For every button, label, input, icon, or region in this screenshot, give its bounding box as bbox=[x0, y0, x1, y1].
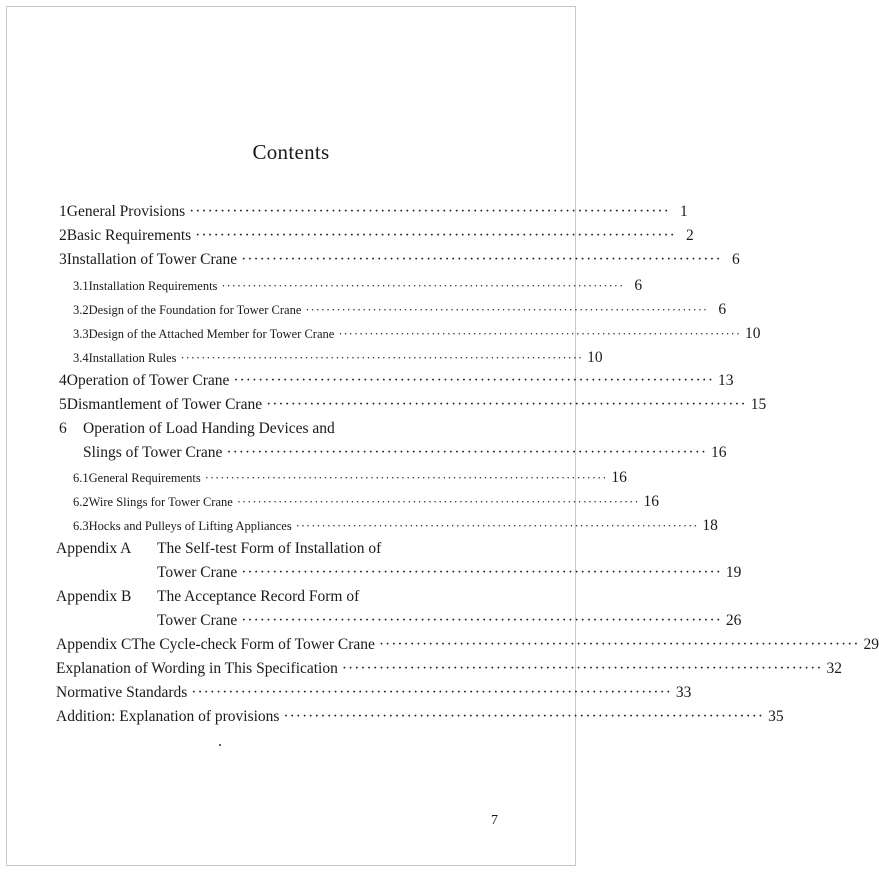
toc-entry bbox=[157, 612, 742, 630]
entry-number: 6.2 bbox=[73, 495, 89, 509]
toc-entry bbox=[73, 469, 627, 487]
entry-page: 35 bbox=[768, 708, 784, 725]
toc-entry bbox=[59, 372, 734, 390]
entry-page: 33 bbox=[675, 684, 692, 701]
toc-entry bbox=[56, 708, 784, 726]
dot-leader: ·············································································· bbox=[180, 351, 584, 365]
entry-number: 4 bbox=[59, 372, 67, 389]
toc-entry-first-line bbox=[59, 420, 335, 438]
entry-page: 16 bbox=[643, 493, 660, 510]
dot-leader: ·············································································· bbox=[266, 396, 747, 413]
toc-entry bbox=[59, 227, 694, 245]
entry-number: 5 bbox=[59, 396, 67, 413]
dot-leader: ·············································································· bbox=[236, 495, 640, 509]
dot-leader: ·············································································· bbox=[241, 612, 722, 629]
toc-entry bbox=[59, 203, 688, 221]
toc-entry bbox=[56, 660, 842, 678]
dot-leader: ·············································································· bbox=[221, 279, 625, 293]
toc-entry bbox=[59, 396, 767, 414]
entry-page: 1 bbox=[680, 203, 688, 220]
entry-number: Appendix B bbox=[56, 588, 132, 605]
toc-entry bbox=[73, 349, 603, 367]
toc-entry-first-line bbox=[56, 540, 381, 558]
entry-number: 3.4 bbox=[73, 351, 89, 365]
dot-leader: ·············································································· bbox=[189, 203, 670, 220]
entry-number: 3.3 bbox=[73, 327, 89, 341]
dot-leader: ·············································································· bbox=[195, 227, 676, 244]
entry-page: 10 bbox=[745, 325, 761, 342]
entry-label: Installation of Tower Crane bbox=[66, 251, 238, 268]
entry-page: 18 bbox=[702, 517, 718, 534]
dot-leader: ·············································································· bbox=[341, 660, 823, 677]
entry-page: 13 bbox=[717, 372, 734, 389]
entry-page: 32 bbox=[826, 660, 842, 677]
dot-leader: ·············································································· bbox=[204, 471, 608, 485]
entry-label: Basic Requirements bbox=[66, 227, 192, 244]
entry-label: Design of the Foundation for Tower Crane bbox=[88, 303, 302, 317]
entry-number: Appendix A bbox=[56, 540, 132, 557]
dot-leader: ·············································································· bbox=[241, 564, 722, 581]
entry-label: The Cycle-check Form of Tower Crane bbox=[131, 636, 375, 653]
entry-label: General Requirements bbox=[88, 471, 201, 485]
entry-page: 10 bbox=[587, 349, 603, 366]
dot-leader: ·············································································· bbox=[295, 519, 699, 533]
page-number: 7 bbox=[491, 813, 498, 828]
dot-leader: ·············································································· bbox=[226, 444, 708, 461]
dot-leader: ·············································································· bbox=[338, 327, 742, 341]
entry-page: 15 bbox=[750, 396, 767, 413]
entry-label: Addition: Explanation of provisions bbox=[56, 708, 280, 725]
entry-label: The Self-test Form of Installation of bbox=[157, 540, 382, 557]
entry-number: 6 bbox=[59, 420, 67, 437]
entry-number: 3.2 bbox=[73, 303, 89, 317]
dot-leader: ·············································································· bbox=[191, 684, 672, 701]
entry-number: 6.1 bbox=[73, 471, 89, 485]
entry-label: The Acceptance Record Form of bbox=[157, 588, 360, 605]
entry-page: 6 bbox=[731, 251, 740, 268]
dot-leader: ·············································································· bbox=[233, 372, 714, 389]
entry-label: Hocks and Pulleys of Lifting Appliances bbox=[88, 519, 292, 533]
entry-page: 16 bbox=[611, 469, 627, 486]
entry-label: Normative Standards bbox=[56, 684, 188, 701]
entry-number: 2 bbox=[59, 227, 67, 244]
dot-leader: ·············································································· bbox=[305, 303, 709, 317]
entry-label: General Provisions bbox=[66, 203, 186, 220]
entry-page: 6 bbox=[634, 277, 643, 294]
dot-leader: ·············································································· bbox=[241, 251, 722, 268]
entry-label-continued: Tower Crane bbox=[157, 612, 238, 629]
toc-entry bbox=[73, 301, 727, 319]
entry-number: 3.1 bbox=[73, 279, 89, 293]
entry-number: 1 bbox=[59, 203, 67, 220]
entry-page: 29 bbox=[863, 636, 879, 653]
scan-speck bbox=[219, 744, 221, 746]
entry-number: 6.3 bbox=[73, 519, 89, 533]
entry-number: Appendix C bbox=[56, 636, 132, 653]
toc-entry bbox=[73, 517, 718, 535]
toc-entry bbox=[157, 564, 742, 582]
toc-entry-first-line bbox=[56, 588, 359, 606]
entry-label-continued: Slings of Tower Crane bbox=[83, 444, 223, 461]
entry-label: Operation of Tower Crane bbox=[66, 372, 230, 389]
entry-label: Installation Requirements bbox=[88, 279, 218, 293]
entry-label: Explanation of Wording in This Specification bbox=[56, 660, 338, 677]
entry-label: Dismantlement of Tower Crane bbox=[66, 396, 263, 413]
entry-page: 2 bbox=[686, 227, 694, 244]
entry-label-continued: Tower Crane bbox=[157, 564, 238, 581]
entry-page: 16 bbox=[711, 444, 727, 461]
toc-entry bbox=[59, 251, 740, 269]
dot-leader: ·············································································· bbox=[378, 636, 860, 653]
entry-label: Operation of Load Handing Devices and bbox=[83, 420, 335, 437]
entry-page: 6 bbox=[718, 301, 727, 318]
page-title: Contents bbox=[252, 140, 330, 164]
entry-label: Installation Rules bbox=[88, 351, 177, 365]
entry-label: Design of the Attached Member for Tower Crane bbox=[88, 327, 335, 341]
toc-entry bbox=[56, 636, 879, 654]
entry-page: 19 bbox=[725, 564, 742, 581]
toc-entry bbox=[73, 493, 660, 511]
toc-entry bbox=[73, 277, 643, 295]
dot-leader: ·············································································· bbox=[283, 708, 765, 725]
toc-entry bbox=[56, 684, 692, 702]
toc-entry bbox=[83, 444, 727, 462]
document-page bbox=[6, 6, 879, 866]
toc-entry bbox=[73, 325, 761, 343]
entry-label: Wire Slings for Tower Crane bbox=[88, 495, 233, 509]
entry-page: 26 bbox=[725, 612, 742, 629]
entry-number: 3 bbox=[59, 251, 67, 268]
